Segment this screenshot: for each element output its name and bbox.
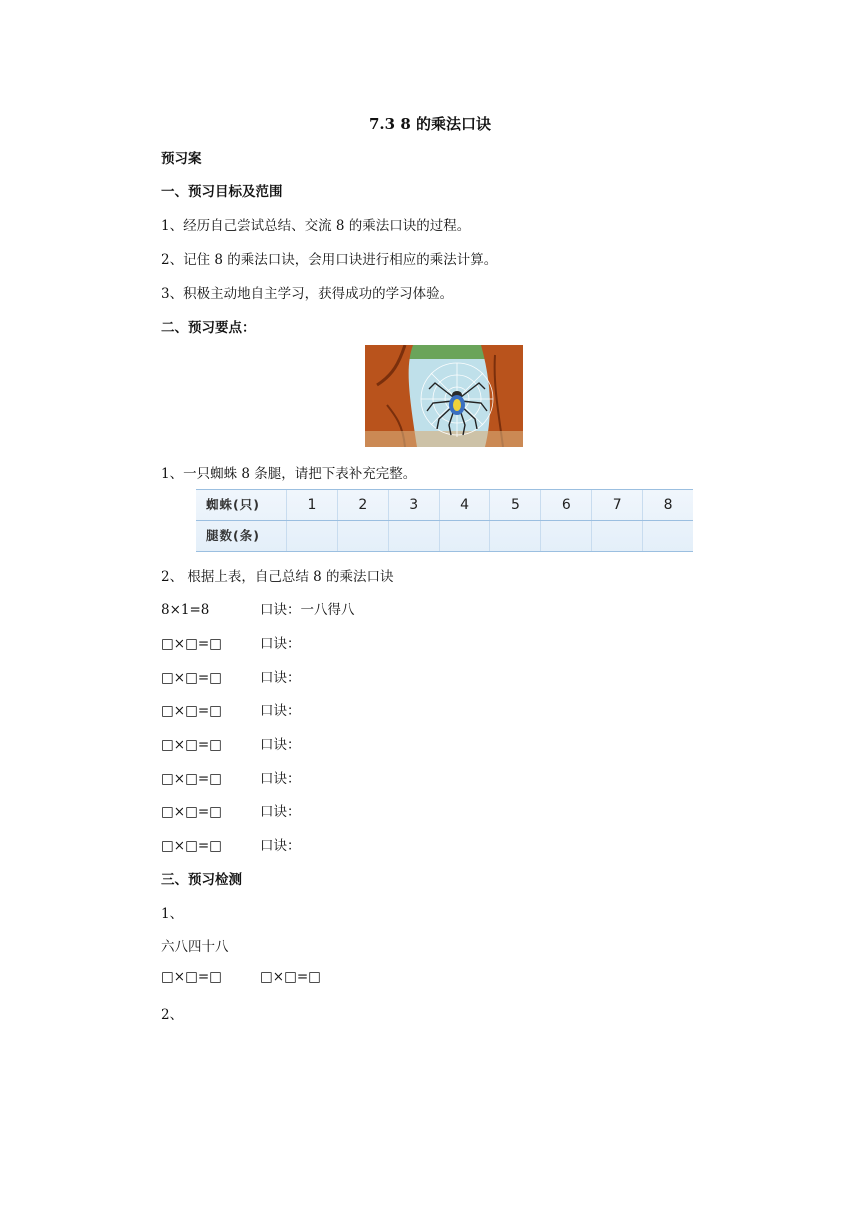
- blank-equation: □×□=□: [161, 771, 222, 787]
- table-cell: 4: [439, 490, 490, 520]
- rhyme-blank: 口诀：: [260, 804, 301, 820]
- blank-equation: □×□=□: [161, 838, 222, 854]
- rhyme-prompt: 六八四十八: [161, 939, 229, 955]
- blank-equation: □×□=□: [260, 969, 321, 985]
- question-1: 1、一只蜘蛛 8 条腿，请把下表补充完整。: [161, 466, 417, 482]
- table-cell: 2: [337, 490, 388, 520]
- goal-item-1: 1、经历自己尝试总结、交流 8 的乘法口诀的过程。: [161, 218, 471, 234]
- rhyme-blank: 口诀：: [260, 838, 301, 854]
- check-item-2: 2、: [161, 1007, 184, 1023]
- table-cell: 8: [642, 490, 693, 520]
- blank-cell[interactable]: [286, 521, 337, 551]
- equation-row: [161, 666, 301, 686]
- goal-item-2: 2、记住 8 的乘法口诀，会用口诀进行相应的乘法计算。: [161, 252, 498, 268]
- spider-web-illustration: [365, 345, 523, 447]
- blank-cell[interactable]: [642, 521, 693, 551]
- rhyme: 口诀：一八得八: [260, 602, 355, 618]
- equation-row: [161, 632, 301, 652]
- table-row-spiders: [196, 490, 693, 521]
- section-preview-heading: 预习案: [161, 151, 202, 167]
- blank-cell[interactable]: [337, 521, 388, 551]
- blank-equation: □×□=□: [161, 670, 222, 686]
- rhyme-blank: 口诀：: [260, 636, 301, 652]
- blank-equation: □×□=□: [161, 969, 222, 985]
- row-label-legs: 腿数(条): [206, 528, 260, 543]
- equation-row: [161, 733, 301, 753]
- row-label-spiders: 蜘蛛(只): [206, 497, 260, 512]
- blank-cell[interactable]: [439, 521, 490, 551]
- table-cell: 1: [286, 490, 337, 520]
- table-cell: 6: [540, 490, 591, 520]
- part3-heading: 三、预习检测: [161, 872, 242, 888]
- blank-equation: □×□=□: [161, 636, 222, 652]
- blank-cell[interactable]: [591, 521, 642, 551]
- part2-heading: 二、预习要点：: [161, 320, 256, 336]
- blank-equation: □×□=□: [161, 703, 222, 719]
- blank-equation: □×□=□: [161, 737, 222, 753]
- equation-row: [161, 800, 301, 820]
- table-cell: 7: [591, 490, 642, 520]
- rhyme-blank: 口诀：: [260, 737, 301, 753]
- equation-row: [161, 699, 301, 719]
- blank-equation: □×□=□: [161, 804, 222, 820]
- check-item-1: 1、: [161, 906, 184, 922]
- page-title: 7.3 8 的乘法口诀: [369, 115, 491, 133]
- equation-row: [161, 767, 301, 787]
- rhyme-blank: 口诀：: [260, 703, 301, 719]
- equation-row: [161, 598, 355, 618]
- equation-row: [161, 834, 301, 854]
- equation: 8×1=8: [161, 602, 210, 618]
- part1-heading: 一、预习目标及范围: [161, 184, 283, 200]
- blank-cell[interactable]: [388, 521, 439, 551]
- rhyme-blank: 口诀：: [260, 771, 301, 787]
- rhyme-blank: 口诀：: [260, 670, 301, 686]
- goal-item-3: 3、积极主动地自主学习，获得成功的学习体验。: [161, 286, 454, 302]
- table-cell: 3: [388, 490, 439, 520]
- equation-row: [161, 969, 321, 985]
- blank-cell[interactable]: [489, 521, 540, 551]
- table-cell: 5: [489, 490, 540, 520]
- spider-legs-table: [196, 489, 693, 552]
- table-row-legs: [196, 521, 693, 551]
- question-2: 2、 根据上表，自己总结 8 的乘法口诀: [161, 569, 394, 585]
- blank-cell[interactable]: [540, 521, 591, 551]
